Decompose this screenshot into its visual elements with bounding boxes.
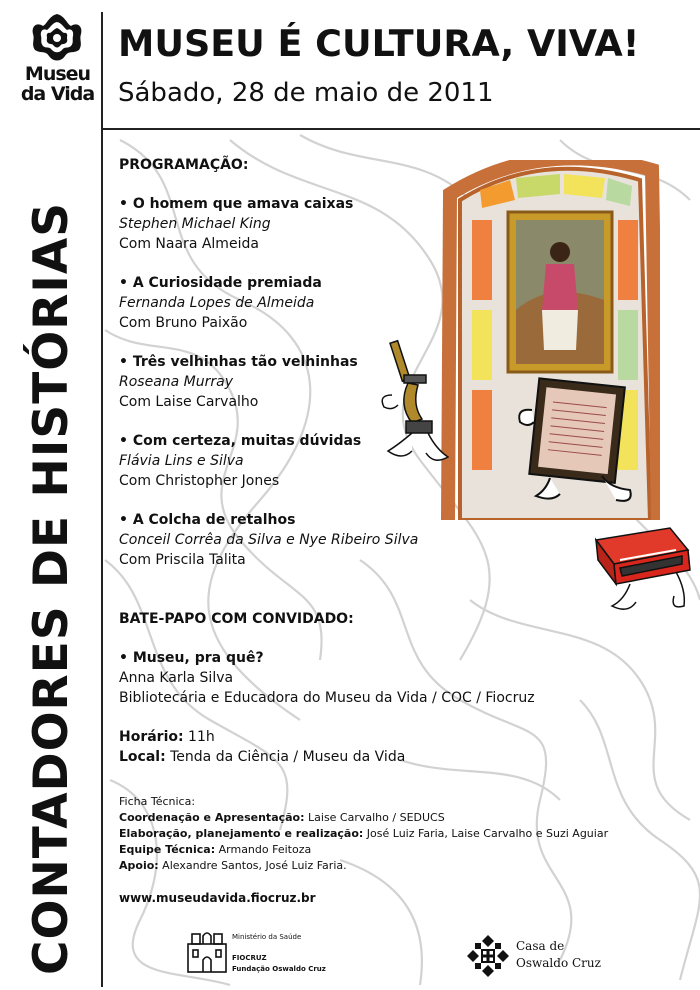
flower-emblem-icon (20, 12, 95, 64)
fundacao-label: Fundação Oswaldo Cruz (232, 965, 326, 973)
ficha-value: Laise Carvalho / SEDUCS (304, 811, 445, 824)
ficha-row (119, 858, 679, 874)
story-title: • Com certeza, muitas dúvidas (119, 433, 362, 449)
story-title: • Três velhinhas tão velhinhas (119, 354, 358, 370)
bate-papo-item (119, 648, 589, 708)
horario-label: Horário: (119, 729, 184, 745)
local-label: Local: (119, 749, 166, 765)
logo-text (20, 64, 95, 104)
ficha-heading: Ficha Técnica: (119, 795, 196, 808)
story-author: Roseana Murray (119, 374, 234, 390)
ficha-label: Coordenação e Apresentação: (119, 811, 305, 824)
story-author: Conceil Corrêa da Silva e Nye Ribeiro Silva (119, 532, 419, 548)
story-presenter: Com Bruno Paixão (119, 315, 248, 331)
castle-icon (186, 928, 228, 974)
header-divider (101, 128, 700, 130)
talk-title: • Museu, pra quê? (119, 650, 264, 666)
story-presenter: Com Naara Almeida (119, 236, 259, 252)
local-value: Tenda da Ciência / Museu da Vida (165, 749, 406, 765)
story-presenter: Com Laise Carvalho (119, 394, 259, 410)
story-author: Flávia Lins e Silva (119, 453, 244, 469)
story-presenter: Com Christopher Jones (119, 473, 280, 489)
casa-line-1: Casa de (516, 939, 565, 953)
vertical-divider (101, 12, 103, 987)
story-title: • A Curiosidade premiada (119, 275, 322, 291)
event-date: Sábado, 28 de maio de 2011 (118, 78, 494, 108)
guest-role: Bibliotecária e Educadora do Museu da Vida / COC / Fiocruz (119, 690, 535, 706)
vertical-title: CONTADORES DE HISTÓRIAS (24, 201, 79, 975)
fiocruz-text (232, 932, 326, 975)
ficha-tecnica (119, 794, 679, 874)
story-title: • O homem que amava caixas (119, 196, 354, 212)
ficha-label: Elaboração, planejamento e realização: (119, 827, 364, 840)
fiocruz-label: FIOCRUZ (232, 954, 267, 962)
story-author: Fernanda Lopes de Almeida (119, 295, 315, 311)
ficha-label: Apoio: (119, 859, 159, 872)
main-title: MUSEU É CULTURA, VIVA! (118, 22, 640, 65)
bate-papo-heading: BATE-PAPO COM CONVIDADO: (119, 611, 354, 627)
museu-da-vida-logo (20, 12, 95, 124)
logo-line-1: Museu (24, 63, 91, 85)
event-info (119, 727, 589, 767)
story-author: Stephen Michael King (119, 216, 271, 232)
guest-name: Anna Karla Silva (119, 670, 234, 686)
horario-value: 11h (183, 729, 215, 745)
horario-line (119, 727, 589, 747)
ficha-label: Equipe Técnica: (119, 843, 216, 856)
ficha-row (119, 826, 679, 842)
cross-emblem-icon (466, 934, 510, 978)
story-title: • A Colcha de retalhos (119, 512, 296, 528)
programacao-heading: PROGRAMAÇÃO: (119, 157, 249, 173)
fiocruz-logo (186, 928, 346, 978)
logo-line-2: da Vida (20, 83, 95, 105)
ficha-row (119, 842, 679, 858)
ministerio-label: Ministério da Saúde (232, 933, 302, 941)
story-presenter: Com Priscila Talita (119, 552, 246, 568)
typewriter-illustration (590, 520, 695, 620)
casa-oswaldo-cruz-logo (466, 934, 636, 978)
casa-line-2: Oswaldo Cruz (516, 956, 601, 970)
ficha-value: Armando Feitoza (215, 843, 312, 856)
casa-text (516, 938, 601, 972)
ficha-value: Alexandre Santos, José Luiz Faria. (158, 859, 347, 872)
microscope-illustration (378, 335, 458, 470)
ficha-row (119, 810, 679, 826)
website-link[interactable]: www.museudavida.fiocruz.br (119, 891, 316, 905)
local-line (119, 747, 589, 767)
ficha-value: José Luiz Faria, Laise Carvalho e Suzi Aguiar (363, 827, 609, 840)
